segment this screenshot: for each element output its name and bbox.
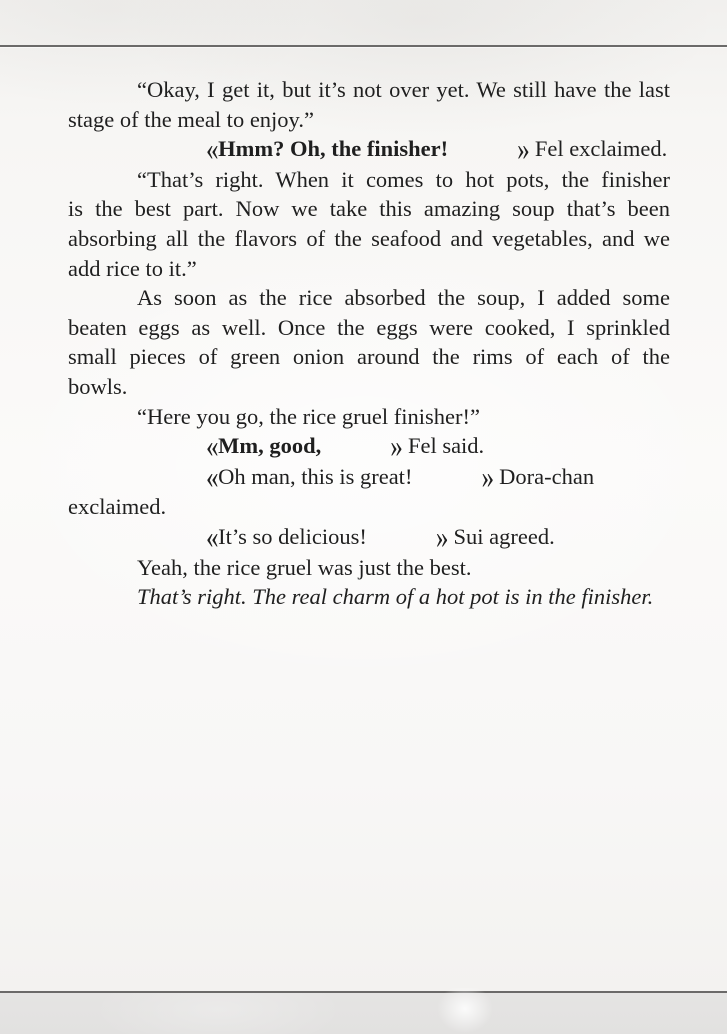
text-run: Fel said. — [402, 433, 485, 459]
text-run: small pieces of green onion around the rims of each of the — [68, 344, 670, 370]
cjk-bracket: « — [206, 428, 219, 465]
text-run: Yeah, the rice gruel was just the best. — [137, 554, 472, 580]
text-run: stage of the meal to enjoy.” — [68, 106, 314, 132]
text-line — [68, 519, 670, 556]
text-line — [68, 342, 670, 372]
text-run: That’s right. The real charm of a hot pot is in the finisher. — [137, 584, 654, 610]
cjk-bracket: « — [206, 131, 219, 168]
text-line — [68, 428, 670, 465]
text-line — [68, 224, 670, 254]
text-run: “Okay, I get it, but it’s not over yet. We still have the last — [137, 77, 670, 102]
text-run: As soon as the rice absorbed the soup, I added some — [137, 285, 670, 311]
text-run: Dora-chan exclaimed. — [68, 463, 595, 520]
paragraph — [68, 131, 670, 168]
text-run: is the best part. Now we take this amazing soup that’s been — [68, 196, 670, 222]
cjk-bracket: » — [517, 131, 530, 168]
cjk-bracket: » — [390, 428, 403, 465]
paragraph — [68, 283, 670, 401]
text-run: It’s so delicious! — [218, 523, 367, 549]
text-run: “Here you go, the rice gruel finisher!” — [137, 403, 480, 429]
cjk-bracket: « — [206, 519, 219, 556]
cjk-bracket: » — [481, 459, 494, 495]
text-line — [68, 75, 670, 105]
text-run: beaten eggs as well. Once the eggs were cooked, I sprinkled — [68, 314, 670, 340]
text-line — [68, 372, 670, 402]
cjk-bracket: » — [435, 519, 448, 556]
text-run: absorbing all the flavors of the seafood and vegetables, and we — [68, 225, 670, 251]
text-run: add rice to it.” — [68, 255, 197, 281]
text-line — [68, 459, 670, 522]
text-line — [68, 582, 670, 612]
text-line — [68, 283, 670, 313]
text-line — [68, 131, 670, 168]
paragraph — [68, 165, 670, 283]
paragraph — [68, 582, 670, 612]
paragraph — [68, 428, 670, 465]
text-line — [68, 254, 670, 284]
text-run: “That’s right. When it comes to hot pots, the finisher — [137, 166, 670, 192]
text-run: Fel exclaimed. — [529, 136, 668, 162]
text-run: Oh man, this is great! — [218, 463, 413, 489]
text-run: Mm, good, — [218, 433, 322, 459]
text-line — [68, 313, 670, 343]
cjk-bracket: « — [206, 459, 219, 495]
bottom-margin-strip — [0, 993, 727, 1034]
text-run: bowls. — [68, 373, 128, 399]
text-line — [68, 194, 670, 224]
text-run: Sui agreed. — [447, 523, 555, 549]
text-block — [68, 45, 670, 612]
text-run: Hmm? Oh, the finisher! — [218, 136, 449, 162]
paragraph — [68, 519, 670, 556]
paragraph — [68, 459, 670, 522]
paragraph — [68, 75, 670, 134]
